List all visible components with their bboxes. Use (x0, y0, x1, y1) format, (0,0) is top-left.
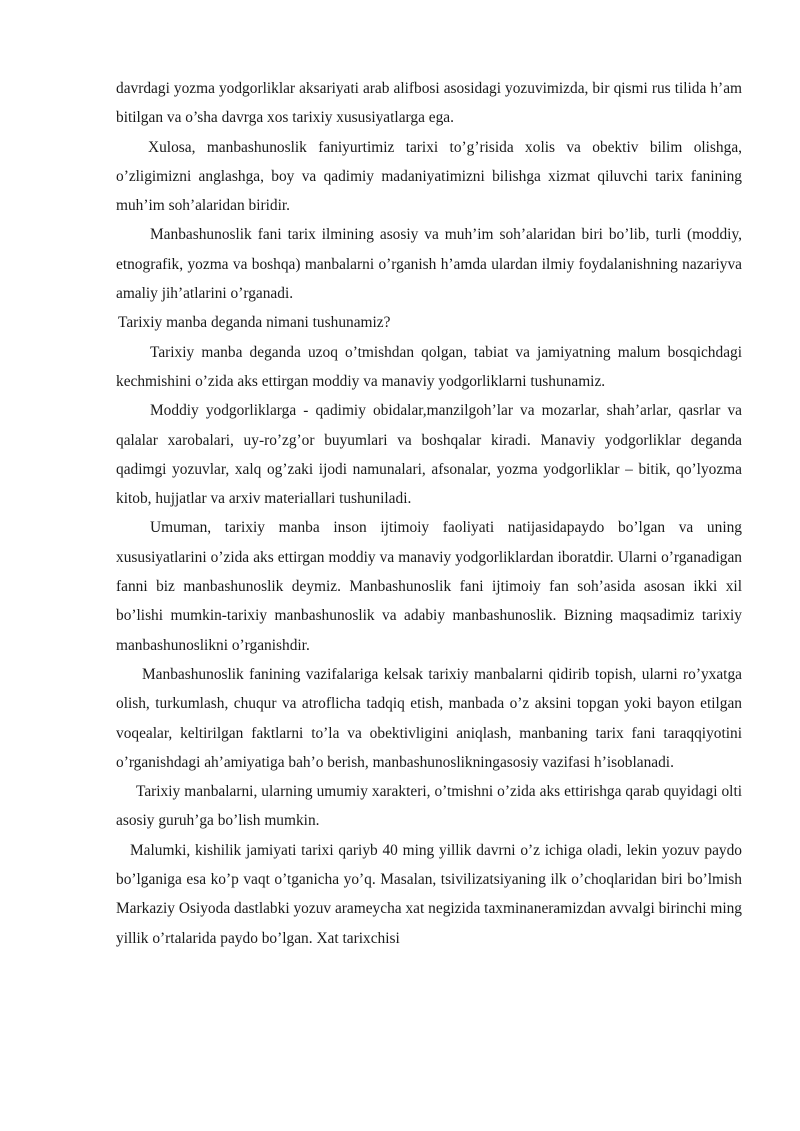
paragraph: Tarixiy manba deganda uzoq o’tmishdan qolgan, tabiat va jamiyatning malum bosqichdagi kechmishini o’zida aks ettirgan moddiy va manaviy yodgorliklarni tushunamiz. (116, 343, 742, 390)
paragraph: Tarixiy manbalarni, ularning umumiy xarakteri, o’tmishni o’zida aks ettirishga qarab quyidagi olti asosiy guruh’ga bo’lish mumkin. (116, 783, 742, 830)
document-body (116, 74, 742, 953)
paragraph: Umuman, tarixiy manba inson ijtimoiy faoliyati natijasidapaydo bo’lgan va uning xususiyatlarini o’zida aks ettirgan moddiy va manaviy yodgorliklardan iboratdir. Ularni o’rganadigan fanni biz manbashunoslik deymiz. Manbashunoslik fani ijtimoiy fan soh’asida asosan ikki xil bo’lishi mumkin-tarixiy manbashunoslik va adabiy manbashunoslik. Bizning maqsadimiz tarixiy manbashunoslikni o’rganishdir. (116, 519, 742, 654)
paragraph: davrdagi yozma yodgorliklar aksariyati arab alifbosi asosidagi yozuvimizda, bir qismi rus tilida h’am bitilgan va o’sha davrga xos tarixiy xususiyatlarga ega. (116, 80, 742, 127)
paragraph: Xulosa, manbashunoslik faniyurtimiz tarixi to’g’risida xolis va obektiv bilim olishga, o’zligimizni anglashga, boy va qadimiy madaniyatimizni bilishga xizmat qiluvchi tarix fanining muh’im soh’alaridan biridir. (116, 138, 742, 215)
paragraph: Manbashunoslik fani tarix ilmining asosiy va muh’im soh’alaridan biri bo’lib, turli (moddiy, etnografik, yozma va boshqa) manbalarni o’rganish h’amda ulardan ilmiy foydalanishning nazariyva amaliy jih’atlarini o’rganadi. (116, 226, 742, 303)
paragraph: Malumki, kishilik jamiyati tarixi qariyb 40 ming yillik davrni o’z ichiga oladi, lekin yozuv paydo bo’lganiga esa ko’p vaqt o’tganicha yo’q. Masalan, tsivilizatsiyaning ilk o’choqlaridan biri bo’lmish Markaziy Osiyoda dastlabki yozuv arameycha xat negizida taxminaneramizdan avvalgi birinchi ming yillik o’rtalarida paydo bo’lgan. Xat tarixchisi (116, 841, 742, 947)
paragraph: Moddiy yodgorliklarga - qadimiy obidalar,manzilgoh’lar va mozarlar, shah’arlar, qasrlar va qalalar xarobalari, uy-ro’zg’or buyumlari va boshqalar kiradi. Manaviy yodgorliklar deganda qadimgi yozuvlar, xalq og’zaki ijodi namunalari, afsonalar, yozma yodgorliklar – bitik, qo’lyozma kitob, hujjatlar va arxiv materiallari tushuniladi. (116, 402, 742, 508)
paragraph: Manbashunoslik fanining vazifalariga kelsak tarixiy manbalarni qidirib topish, ularni ro’yxatga olish, turkumlash, chuqur va atroflicha tadqiq etish, manbada o’z aksini topgan yoki bayon etilgan voqealar, keltirilgan faktlarni to’la va obektivligini aniqlash, manbaning tarix fani taraqqiyotini o’rganishdagi ah’amiyatiga bah’o berish, manbashunoslikningasosiy vazifasi h’isoblanadi. (116, 665, 742, 771)
section-question: Tarixiy manba deganda nimani tushunamiz? (118, 314, 391, 332)
